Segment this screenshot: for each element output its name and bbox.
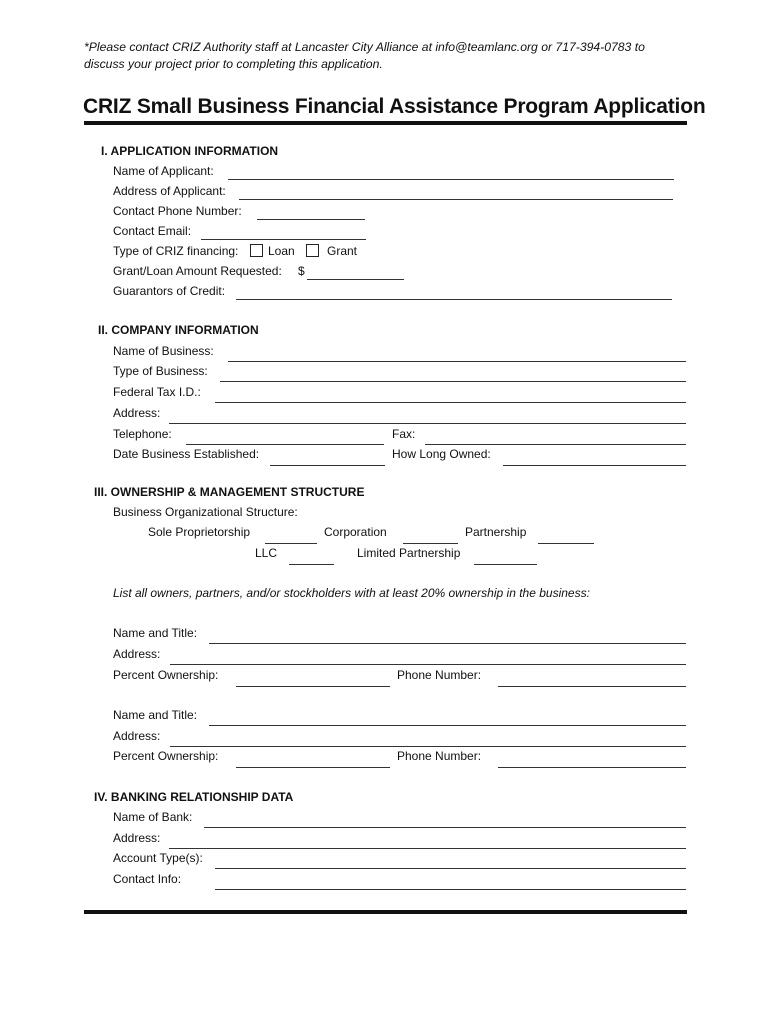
how-long-owned-field[interactable] bbox=[503, 465, 686, 466]
owner-2-address-label: Address: bbox=[113, 729, 161, 743]
type-of-business-field[interactable] bbox=[220, 381, 686, 382]
telephone-label: Telephone: bbox=[113, 427, 172, 441]
owner-1-address-label: Address: bbox=[113, 647, 161, 661]
type-of-business-label: Type of Business: bbox=[113, 364, 208, 378]
address-of-applicant-field[interactable] bbox=[239, 199, 673, 200]
federal-tax-id-field[interactable] bbox=[215, 402, 686, 403]
account-types-label: Account Type(s): bbox=[113, 851, 203, 865]
bank-name-label: Name of Bank: bbox=[113, 810, 193, 824]
contact-info-label: Contact Info: bbox=[113, 872, 182, 886]
financing-type-label: Type of CRIZ financing: bbox=[113, 244, 239, 258]
amount-requested-field[interactable] bbox=[307, 279, 404, 280]
owner-2-address-field[interactable] bbox=[170, 746, 686, 747]
grant-label: Grant bbox=[327, 244, 358, 258]
date-established-label: Date Business Established: bbox=[113, 447, 260, 461]
limited-partnership-label: Limited Partnership bbox=[357, 546, 461, 560]
limited-partnership-field[interactable] bbox=[474, 564, 537, 565]
section-4-heading: IV. BANKING RELATIONSHIP DATA bbox=[94, 790, 294, 804]
loan-checkbox[interactable] bbox=[250, 244, 263, 257]
name-of-applicant-field[interactable] bbox=[228, 179, 674, 180]
owner-1-percent-field[interactable] bbox=[236, 686, 390, 687]
llc-field[interactable] bbox=[289, 564, 334, 565]
owner-1-address-field[interactable] bbox=[170, 664, 686, 665]
sole-proprietorship-field[interactable] bbox=[265, 543, 317, 544]
owner-1-phone-field[interactable] bbox=[498, 686, 686, 687]
contact-phone-field[interactable] bbox=[257, 219, 365, 220]
owner-2-phone-field[interactable] bbox=[498, 767, 686, 768]
guarantors-label: Guarantors of Credit: bbox=[113, 284, 226, 298]
owner-2-name-title-field[interactable] bbox=[209, 725, 686, 726]
owner-2-phone-label: Phone Number: bbox=[397, 749, 482, 763]
contact-email-field[interactable] bbox=[201, 239, 366, 240]
title-divider bbox=[84, 121, 687, 125]
bank-address-label: Address: bbox=[113, 831, 161, 845]
llc-label: LLC bbox=[255, 546, 278, 560]
loan-label: Loan bbox=[268, 244, 295, 258]
telephone-field[interactable] bbox=[186, 444, 384, 445]
company-address-label: Address: bbox=[113, 406, 161, 420]
owners-instruction: List all owners, partners, and/or stockholders with at least 20% ownership in the business: bbox=[113, 586, 590, 600]
guarantors-field[interactable] bbox=[236, 299, 672, 300]
bank-name-field[interactable] bbox=[204, 827, 686, 828]
how-long-owned-label: How Long Owned: bbox=[392, 447, 491, 461]
contact-note-line2: discuss your project prior to completing this application. bbox=[84, 57, 383, 71]
name-of-business-field[interactable] bbox=[228, 361, 686, 362]
grant-checkbox[interactable] bbox=[306, 244, 319, 257]
fax-label: Fax: bbox=[392, 427, 416, 441]
owner-2-percent-field[interactable] bbox=[236, 767, 390, 768]
fax-field[interactable] bbox=[425, 444, 686, 445]
federal-tax-id-label: Federal Tax I.D.: bbox=[113, 385, 201, 399]
section-1-heading: I. APPLICATION INFORMATION bbox=[101, 144, 279, 158]
owner-1-phone-label: Phone Number: bbox=[397, 668, 482, 682]
dollar-sign: $ bbox=[298, 264, 305, 278]
corporation-label: Corporation bbox=[324, 525, 387, 539]
bank-address-field[interactable] bbox=[169, 848, 686, 849]
partnership-label: Partnership bbox=[465, 525, 527, 539]
section-2-heading: II. COMPANY INFORMATION bbox=[98, 323, 259, 337]
owner-1-name-title-label: Name and Title: bbox=[113, 626, 198, 640]
contact-info-field[interactable] bbox=[215, 889, 686, 890]
owner-1-name-title-field[interactable] bbox=[209, 643, 686, 644]
contact-phone-label: Contact Phone Number: bbox=[113, 204, 242, 218]
partnership-field[interactable] bbox=[538, 543, 594, 544]
address-of-applicant-label: Address of Applicant: bbox=[113, 184, 226, 198]
sole-proprietorship-label: Sole Proprietorship bbox=[148, 525, 251, 539]
contact-note-line1: *Please contact CRIZ Authority staff at Lancaster City Alliance at info@teamlanc.org or 717-394-0783 to bbox=[84, 40, 645, 54]
owner-2-percent-label: Percent Ownership: bbox=[113, 749, 219, 763]
page-title: CRIZ Small Business Financial Assistance Program Application bbox=[83, 95, 706, 118]
account-types-field[interactable] bbox=[215, 868, 686, 869]
section-3-heading: III. OWNERSHIP & MANAGEMENT STRUCTURE bbox=[94, 485, 365, 499]
name-of-business-label: Name of Business: bbox=[113, 344, 214, 358]
owner-2-name-title-label: Name and Title: bbox=[113, 708, 198, 722]
owner-1-percent-label: Percent Ownership: bbox=[113, 668, 219, 682]
date-established-field[interactable] bbox=[270, 465, 385, 466]
amount-requested-label: Grant/Loan Amount Requested: bbox=[113, 264, 282, 278]
contact-email-label: Contact Email: bbox=[113, 224, 192, 238]
corporation-field[interactable] bbox=[403, 543, 458, 544]
footer-divider bbox=[84, 910, 687, 914]
org-structure-label: Business Organizational Structure: bbox=[113, 505, 298, 519]
name-of-applicant-label: Name of Applicant: bbox=[113, 164, 214, 178]
company-address-field[interactable] bbox=[169, 423, 686, 424]
